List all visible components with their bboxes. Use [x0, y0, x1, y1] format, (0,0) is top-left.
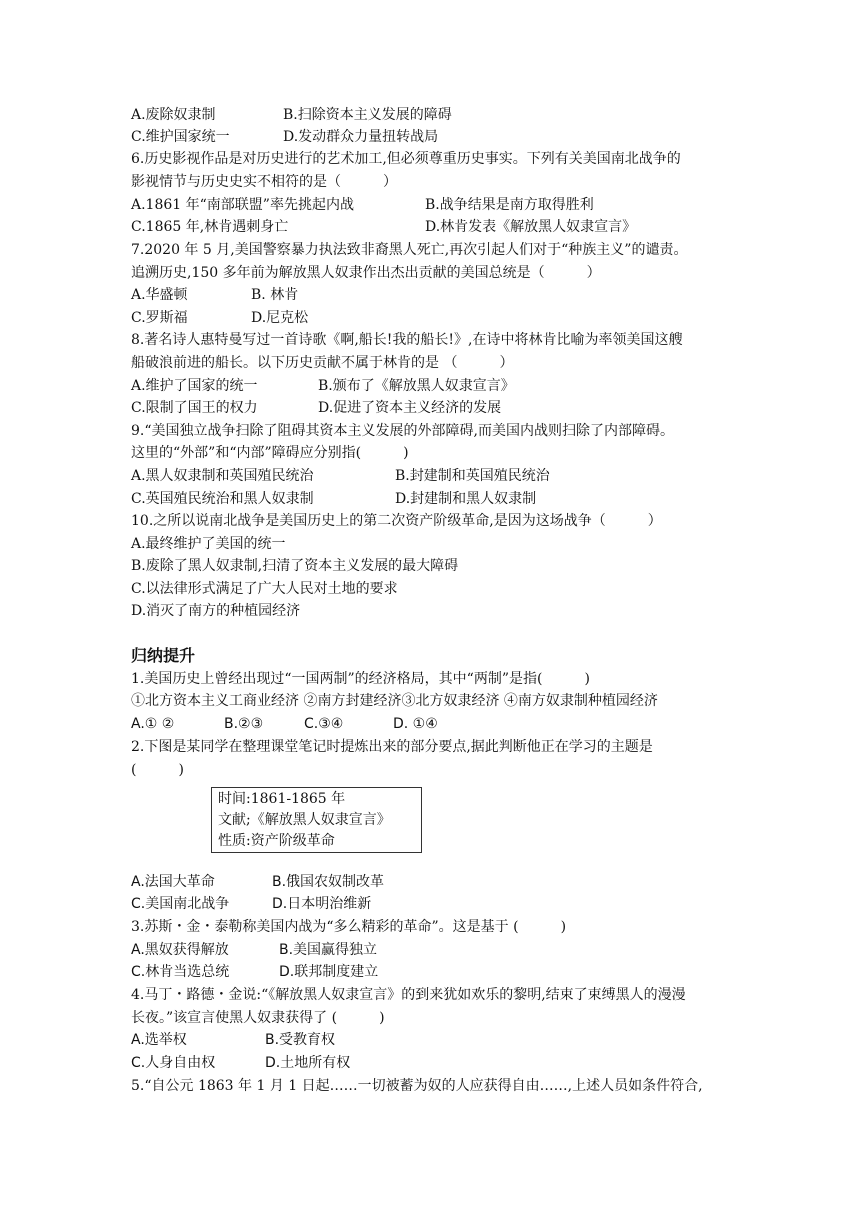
q8-stem-line2: 船破浪前进的船长。以下历史贡献不属于林肯的是 （ ）	[131, 355, 514, 371]
q9-option-d: D.封建制和黑人奴隶制	[395, 491, 537, 507]
s1-items: ①北方资本主义工商业经济 ②南方封建经济③北方奴隶经济 ④南方奴隶制种植园经济	[131, 693, 658, 709]
s3-option-d: D.联邦制度建立	[279, 964, 379, 980]
q6-stem-line1: 6.历史影视作品是对历史进行的艺术加工,但必须尊重历史事实。下列有关美国南北战争的	[131, 151, 681, 167]
q9-option-a: A.黑人奴隶制和英国殖民统治	[131, 468, 314, 484]
q7-stem-line2: 追溯历史,150 多年前为解放黑人奴隶作出杰出贡献的美国总统是（ ）	[131, 265, 601, 281]
s4-stem-line2: 长夜。”该宣言使黑人奴隶获得了 ( )	[131, 1010, 385, 1026]
s2-stem-line1: 2.下图是某同学在整理课堂笔记时提炼出来的部分要点,据此判断他正在学习的主题是	[131, 739, 653, 755]
s4-option-a: A.选举权	[131, 1032, 187, 1048]
q10-option-b: B.废除了黑人奴隶制,扫清了资本主义发展的最大障碍	[131, 558, 459, 574]
q7-option-c: C.罗斯福	[131, 310, 188, 326]
q6-option-c: C.1865 年,林肯遇刺身亡	[131, 219, 289, 235]
q6-option-a: A.1861 年“南部联盟”率先挑起内战	[131, 197, 354, 213]
s5-stem: 5.“自公元 1863 年 1 月 1 日起……一切被蓄为奴的人应获得自由……,上述人员如条件符合,	[131, 1078, 703, 1094]
q7-stem-line1: 7.2020 年 5 月,美国警察暴力执法致非裔黑人死亡,再次引起人们对于“种族主义”的谴责。	[131, 242, 688, 258]
q10-option-a: A.最终维护了美国的统一	[131, 536, 286, 552]
q9-stem-line1: 9.“美国独立战争扫除了阻碍其资本主义发展的外部障碍,而美国内战则扫除了内部障碍。	[131, 423, 674, 439]
s1-option-d: D. ①④	[393, 716, 438, 732]
q8-option-d: D.促进了资本主义经济的发展	[318, 400, 502, 416]
s1-option-c: C.③④	[304, 716, 344, 732]
notes-box	[211, 787, 422, 853]
s2-stem-line2: ( )	[131, 762, 184, 778]
s4-option-d: D.土地所有权	[265, 1055, 351, 1071]
note-document: 文献;《解放黑人奴隶宣言》	[218, 812, 391, 828]
q5-option-b: B.扫除资本主义发展的障碍	[283, 107, 452, 123]
s4-option-c: C.人身自由权	[131, 1055, 216, 1071]
s2-option-a: A.法国大革命	[131, 874, 215, 890]
q9-stem-line2: 这里的“外部”和“内部”障碍应分别指( )	[131, 445, 409, 461]
q8-option-a: A.维护了国家的统一	[131, 378, 258, 394]
q9-option-b: B.封建制和英国殖民统治	[395, 468, 550, 484]
s2-option-d: D.日本明治维新	[272, 896, 372, 912]
q7-option-a: A.华盛顿	[131, 287, 188, 303]
q5-option-c: C.维护国家统一	[131, 129, 230, 145]
q5-option-a: A.废除奴隶制	[131, 107, 216, 123]
q5-option-d: D.发动群众力量扭转战局	[283, 129, 439, 145]
s4-stem-line1: 4.马丁・路德・金说:“《解放黑人奴隶宣言》的到来犹如欢乐的黎明,结束了束缚黑人的漫漫	[131, 987, 686, 1003]
q10-stem: 10.之所以说南北战争是美国历史上的第二次资产阶级革命,是因为这场战争（ ）	[131, 513, 662, 529]
note-time: 时间:1861-1865 年	[218, 791, 346, 807]
s2-option-c: C.美国南北战争	[131, 896, 230, 912]
s3-option-a: A.黑奴获得解放	[131, 942, 229, 958]
s3-option-b: B.美国赢得独立	[279, 942, 378, 958]
q6-option-d: D.林肯发表《解放黑人奴隶宣言》	[425, 219, 637, 235]
q9-option-c: C.英国殖民统治和黑人奴隶制	[131, 491, 314, 507]
s1-option-b: B.②③	[224, 716, 264, 732]
note-nature: 性质:资产阶级革命	[218, 833, 335, 849]
q6-option-b: B.战争结果是南方取得胜利	[425, 197, 594, 213]
s3-option-c: C.林肯当选总统	[131, 964, 230, 980]
section-heading: 归纳提升	[131, 646, 196, 665]
s3-stem: 3.苏斯・金・泰勒称美国内战为“多么精彩的革命”。这是基于 ( )	[131, 919, 567, 935]
q10-option-d: D.消灭了南方的种植园经济	[131, 603, 301, 619]
q8-option-b: B.颁布了《解放黑人奴隶宣言》	[318, 378, 515, 394]
q8-stem-line1: 8.著名诗人惠特曼写过一首诗歌《啊,船长!我的船长!》,在诗中将林肯比喻为率领美国这艘	[131, 332, 683, 348]
s2-option-b: B.俄国农奴制改革	[272, 874, 385, 890]
q10-option-c: C.以法律形式满足了广大人民对土地的要求	[131, 581, 398, 597]
s4-option-b: B.受教育权	[265, 1032, 336, 1048]
q7-option-b: B. 林肯	[251, 287, 299, 303]
q8-option-c: C.限制了国王的权力	[131, 400, 258, 416]
q6-stem-line2: 影视情节与历史史实不相符的是（ ）	[131, 174, 397, 190]
s1-stem: 1.美国历史上曾经出现过“一国两制”的经济格局，其中“两制”是指( )	[131, 671, 590, 687]
s1-option-a: A.① ②	[131, 716, 175, 732]
q7-option-d: D.尼克松	[251, 310, 309, 326]
